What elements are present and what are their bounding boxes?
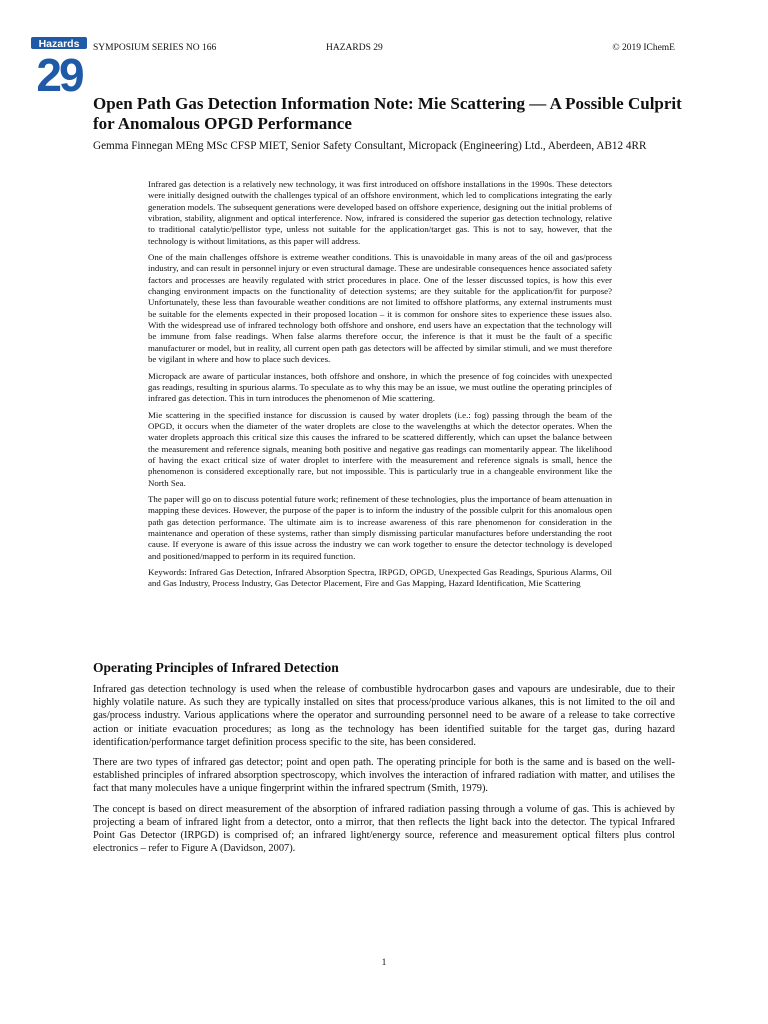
logo-number: 29 — [36, 49, 82, 93]
header-series: SYMPOSIUM SERIES NO 166 — [93, 43, 217, 53]
body-paragraph: Infrared gas detection technology is used when the release of combustible hydrocarbon gases and vapours are undesirable, due to their highly volatile nature. As such they are typically installed on sites that process/produce various alkanes, this is not limited to the oil and gas/process industry. Various applications where the operator and surrounding personnel need to be aware of a release to take corrective action or initiate evacuation procedures; as long as the technology has been identified suitable for the target gas, during hazard identification/performance target definition process specific to the site, has been considered. — [93, 684, 675, 748]
keywords: Keywords: Infrared Gas Detection, Infrared Absorption Spectra, IRPGD, OPGD, Unexpected Gas Readings, Spurious Alarms, Oil and Gas Industry, Process Industry, Gas Detector Placement, Fire and Gas Mapping, Hazard Identification, Mie Scattering — [148, 567, 612, 589]
author-line: Gemma Finnegan MEng MSc CFSP MIET, Senior Safety Consultant, Micropack (Engineering) Ltd., Aberdeen, AB12 4RR — [93, 140, 647, 152]
section-heading: Operating Principles of Infrared Detection — [93, 660, 339, 675]
body-paragraph: The concept is based on direct measurement of the absorption of infrared radiation passing through a volume of gas. This is achieved by projecting a beam of infrared light from a detector, onto a mirror, that then reflects the light back into the detector. The typical Infrared Point Gas Detector (IRPGD) is comprised of; an infrared light/energy source, reference and measurement optical filters plus control electronics – refer to Figure A (Davidson, 2007). — [93, 803, 675, 855]
running-header — [93, 41, 675, 55]
paper-title: Open Path Gas Detection Information Note: Mie Scattering — A Possible Culprit for Anomalous OPGD Performance — [93, 94, 682, 133]
abstract-paragraph: Infrared gas detection is a relatively new technology, it was first introduced on offshore installations in the 1990s. These detectors were initially designed outwith the challenges typical of an offshore environment, which led to complications integrating the early generation models. The subsequent generations were developed based on offshore experience, designing out the initial problems of vibration, stability, alignment and optical interference. Now, infrared is considered the superior gas detection technology, relative to traditional catalytic/pellistor type, unless not suitable for the application/target gas. This is not to say, however, that the technology is without limitations, as this paper will address. — [148, 179, 612, 246]
hazards-logo — [31, 37, 87, 93]
header-copyright: © 2019 IChemE — [612, 43, 675, 53]
body-paragraph: There are two types of infrared gas detector; point and open path. The operating principle for both is the same and is based on the well-established principles of infrared absorption spectroscopy, which involves the interaction of infrared radiation with matter, and utilises the fact that many molecules have a unique fingerprint within the infrared spectrum (Smith, 1979). — [93, 757, 675, 795]
hazards-logo-graphic — [31, 37, 87, 93]
logo-word: Hazards — [38, 38, 80, 50]
page-number: 1 — [381, 958, 387, 968]
abstract — [148, 179, 612, 590]
abstract-paragraph: Mie scattering in the specified instance for discussion is caused by water droplets (i.e.: fog) passing through the beam of the OPGD, it occurs when the diameter of the water droplets are close to the wavelengths at which the detector operates. When the water droplets approach this critical size this causes the infrared to be scattered differently, which can upset the balance between the measurement and reference signals, meaning both positive and negative gas readings can momentarily appear. The likelihood of having the exact critical size of water droplet to interfere with the measurement and reference signals is small, hence the phenomenon is considered exceptionally rare, but not impossible. This is particularly true in a changeable environment like the North Sea. — [148, 409, 612, 488]
header-conference: HAZARDS 29 — [326, 43, 383, 53]
abstract-paragraph: One of the main challenges offshore is extreme weather conditions. This is unavoidable in many areas of the oil and gas/process industry, and can result in personnel injury or even structural damage. These are undesirable consequences hence associated safety factors and processes are heavily regulated with strict procedures in place. One of the lesser discussed topics, is how this ever changing environment impacts on the functionality of detection systems; are they suitable for the application/fit for purpose? Unfortunately, these less than favourable weather conditions are not limited to offshore platforms, any external instruments must be suitable for the elements expected in their proposed location – it is common for onshore sites to experience these issues also. With the widespread use of infrared technology both offshore and onshore, end users have an expectation that the technology will be immune from false readings. When false alarms therefore occur, the inference is that it must be the fault of a specific manufacturer or model, but in reality, all current open path gas detectors will be affected by similar stimuli, and we must therefore be vigilant in where and how to place such devices. — [148, 252, 612, 365]
abstract-paragraph: The paper will go on to discuss potential future work; refinement of these technologies, plus the importance of beam attenuation in mapping these devices. However, the purpose of the paper is to inform the industry of the possible culprit for this anomalous open path gas detection performance. The ultimate aim is to increase awareness of this rare phenomenon for consideration in the maintenance and operation of these systems, rather than simply dismissing particular manufactures before understanding the root cause. If everyone is aware of this issue across the industry we can work together to ensure the detector technology is developed and positioned/mapped to perform in its required function. — [148, 493, 612, 561]
section-body — [93, 683, 675, 862]
abstract-paragraph: Micropack are aware of particular instances, both offshore and onshore, in which the presence of fog coincides with unexpected gas readings, resulting in spurious alarms. To speculate as to why this may be an issue, we must outline the operating principles of infrared gas detection. This in turn introduces the phenomenon of Mie scattering. — [148, 370, 612, 404]
